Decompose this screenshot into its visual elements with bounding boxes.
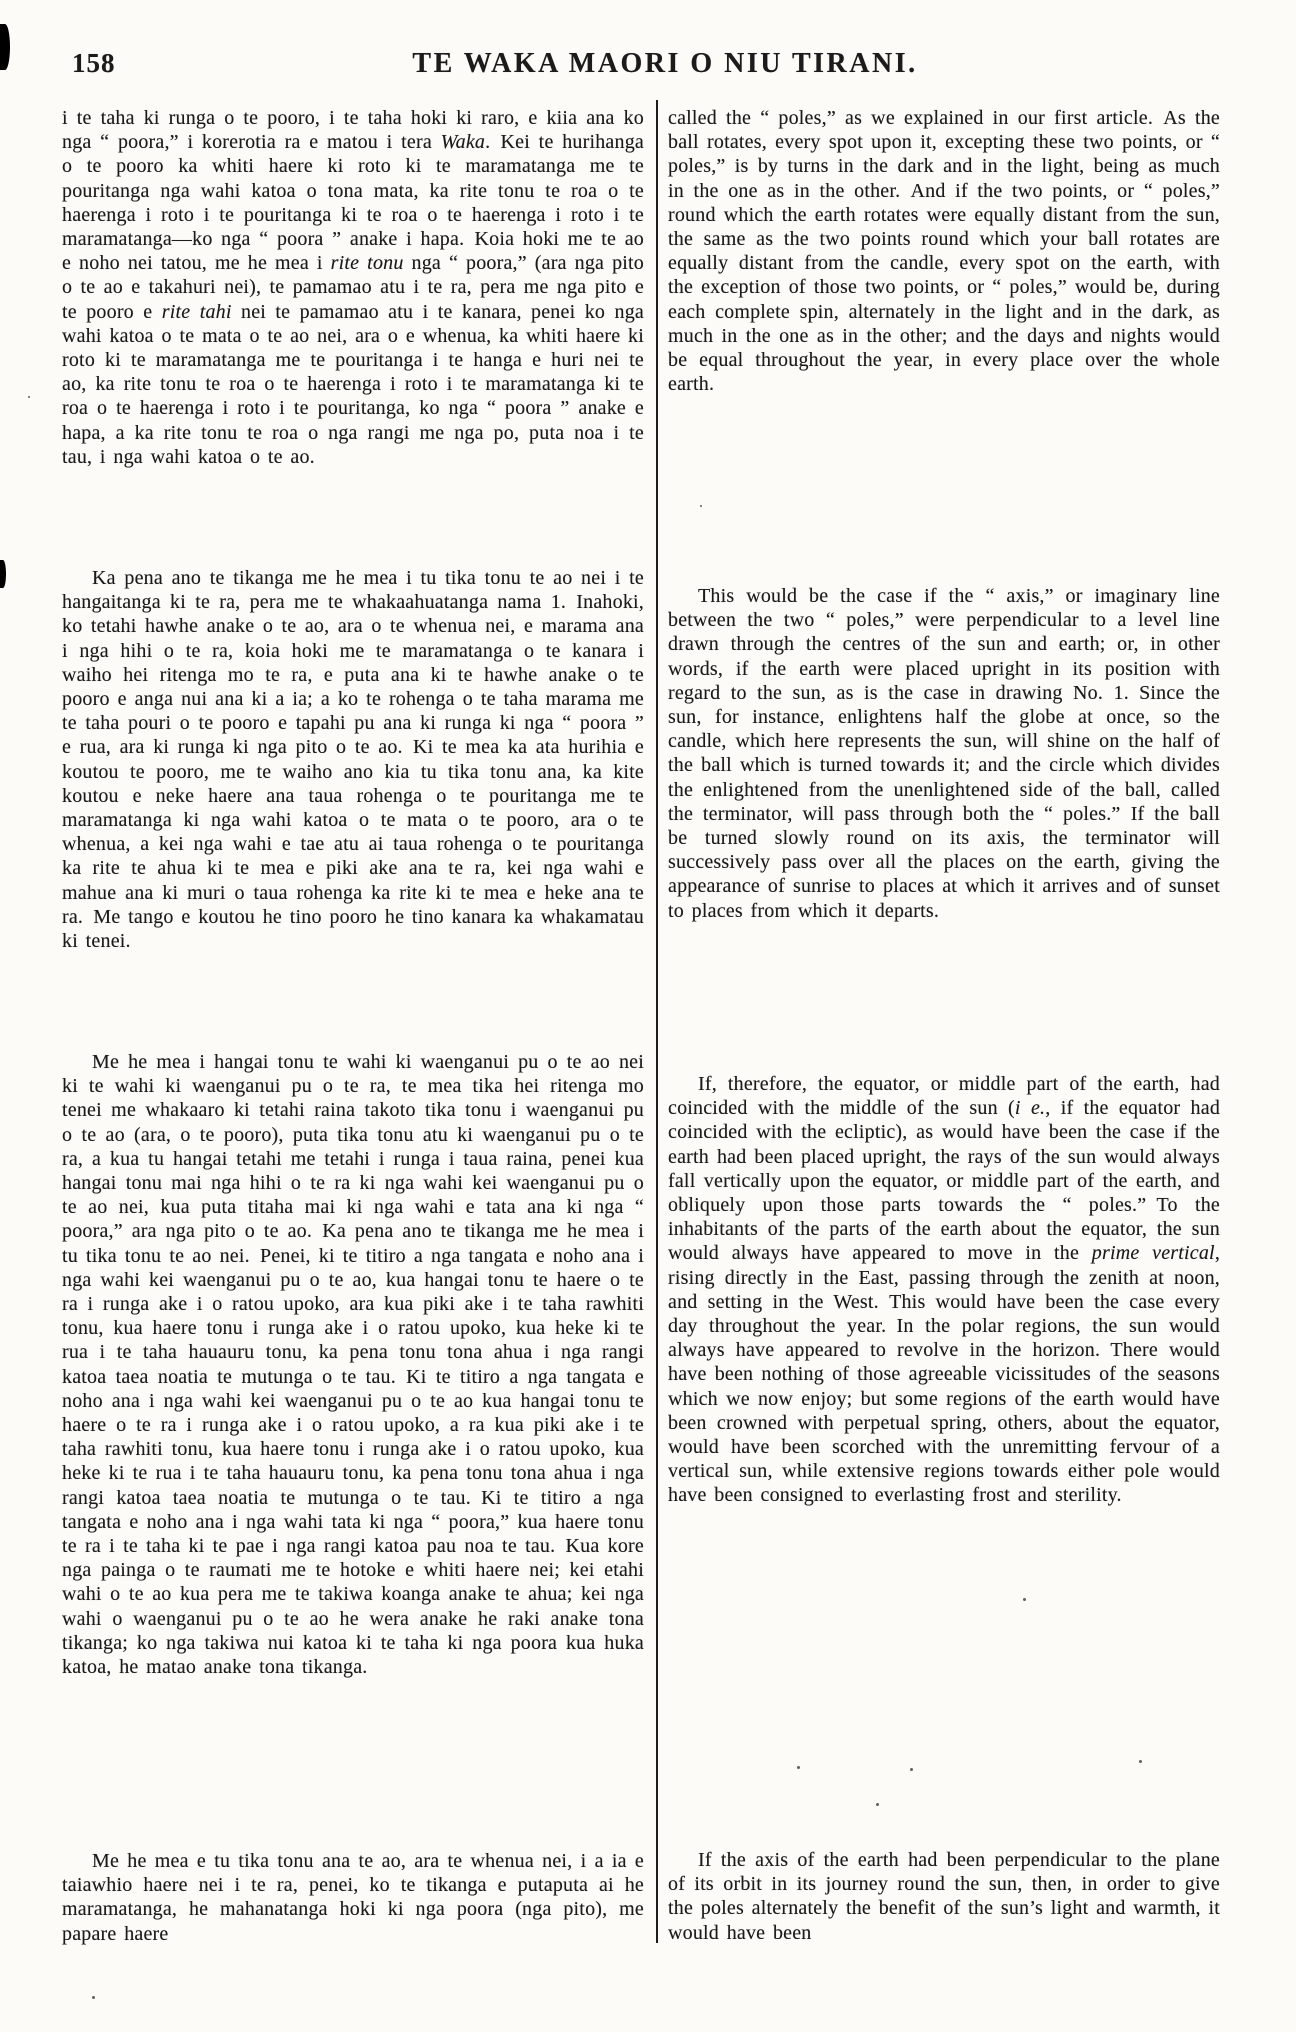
paragraph: Me he mea e tu tika tonu ana te ao, ara te whenua nei, i a ia e taiawhio haere nei i te ra, penei, ko te tikanga e putaputa ai he maramatanga, he mahanatanga hoki ki nga poora (nga pito), me papare haere — [62, 1850, 644, 1945]
scan-speck — [910, 1768, 913, 1771]
right-column-english — [668, 106, 1220, 1945]
scan-speck — [1023, 1598, 1026, 1601]
paragraph: If the axis of the earth had been perpendicular to the plane of its orbit in its journey round the sun, then, in order to give the poles alternately the benefit of the sun’s light and warmth, it would have been — [668, 1849, 1220, 1944]
left-column-maori — [62, 106, 644, 1946]
paragraph: This would be the case if the “ axis,” or imaginary line between the two “ poles,” were perpendicular to a level line drawn through the centres of the sun and earth; or, in other words, if the earth were placed upright in its position with regard to the sun, as is the case in drawing No. 1. Since the sun, for instance, enlightens half the globe at once, so the candle, which here represents the sun, will shine on the half of the ball which is turned towards it; and the circle which divides the enlightened from the unenlightened side of the ball, called the terminator, will pass through both the “ poles.” If the ball be turned slowly round on its axis, the terminator will successively pass over all the places on the earth, giving the appearance of sunrise to places at which it arrives and of sunset to places from which it departs. — [668, 585, 1220, 922]
paragraph: Ka pena ano te tikanga me he mea i tu tika tonu te ao nei i te hangaitanga ki te ra, pera me te whakaahuatanga nama 1. Inahoki, ko tetahi hawhe anake o te ao, ara o te whenua nei, e marama ana i nga hihi o te ra, koia hoki me te maramatanga o te kanara i waiho hei ritenga mo te ra, e puta ana ki te hawhe anake o te pooro e anga nui ana ki a ia; a ko te rohenga o te taha marama me te taha pouri o te pooro e tapahi pu ana ki runga ki nga “ poora ” e rua, ara ki runga ki nga pito o te ao. Ki te mea ka ata hurihia e koutou te pooro, me te waiho ano kia tu tika tonu ana, ka kite koutou e neke haere ana taua rohenga o te pouritanga me te maramatanga ki nga wahi katoa o te mata o te pooro, ara o te whenua, a kei nga wahi e tae atu ai taua rohenga o te pouritanga ka rite te ahua ki te mea e piki ake ana te ra, kei nga wahi e mahue ana ki muri o taua rohenga ka rite ki te mea e heke ana te ra. Me tango e koutou he tino pooro he tino kanara ka whakamatau ki tenei. — [62, 567, 644, 953]
column-divider-rule — [656, 100, 658, 1943]
scan-speck — [1139, 1760, 1142, 1763]
page-title: TE WAKA MAORI O NIU TIRANI. — [412, 48, 918, 79]
scan-edge-mark — [0, 560, 6, 588]
scan-speck — [876, 1803, 879, 1806]
scan-speck — [797, 1766, 800, 1769]
paragraph: Me he mea i hangai tonu te wahi ki waenganui pu o te ao nei ki te wahi ki waenganui pu o te ra, te mea tika hei ritenga mo tenei me whakaaro ki tetahi raina takoto tika tonu i waenganui pu o te ao (ara, o te pooro), puta tika tonu atu ki waenganui pu o te ra, a kua tu hangai tetahi me tetahi i runga i taua raina, penei kua hangai tonu mai nga hihi o te ra ki nga wahi kei waenganui pu o te ao nei, kua puta titaha mai ki nga wahi e tata ana ki nga “ poora,” ara nga pito o te ao. Ka pena ano te tikanga me he mea i tu tika tonu te ao nei. Penei, ki te titiro a nga tangata e noho ana i nga wahi kei waenganui pu o te ao, kua hangai tonu te haere o te ra i runga ake i o ratou upoko, ara kua piki ake i te taha rawhiti tonu, kua haere tonu i runga ake i o ratou upoko, kua heke ki te rua i te taha hauauru tonu, ka pena tonu tona ahua i nga rangi katoa taea noatia te mutunga o te tau. Ki te titiro a nga tangata e noho ana i nga wahi kei waenganui pu o te ao kua hangai tonu te haere o te ra i runga ake i o ratou upoko, a ra kua piki ake i te taha rawhiti tonu, kua haere tonu i runga ake i o ratou upoko, kua heke ki te rua i te taha hauauru tonu, ka pena tonu tona ahua i nga rangi katoa taea noatia te mutunga o te tau. Ki te titiro a nga tangata e noho ana i nga wahi tata ki nga “ poora,” kua haere tonu te ra i te taha ki te pae i nga rangi katoa pau noa te tau. Kua kore nga painga o te raumati me te hotoke e whiti haere nei; kei etahi wahi o te ao kua pera me te takiwa koanga anake te ahua; kei nga wahi o waenganui pu o te ao he wera anake he raki anake tona tikanga; ko nga takiwa nui katoa ki te taha ki nga poora kua huka katoa, he matao anake tona tikanga. — [62, 1051, 644, 1679]
scan-edge-mark — [0, 24, 10, 70]
scan-speck — [92, 1996, 95, 1999]
paragraph: If, therefore, the equator, or middle part of the earth, had coincided with the middle of the sun (i e., if the equator had coincided with the ecliptic), as would have been the case if the earth had been placed upright, the rays of the sun would always fall vertically upon the equator, or middle part of the earth, and obliquely upon those parts towards the “ poles.” To the inhabitants of the parts of the earth about the equator, the sun would always have appeared to move in the prime vertical, rising directly in the East, passing through the zenith at noon, and setting in the West. This would have been the case every day throughout the year. In the polar regions, the sun would always have appeared to revolve in the horizon. There would have been nothing of those agreeable vicissitudes of the seasons which we now enjoy; but some regions of the earth would have been crowned with perpetual spring, others, about the equator, would have been scorched with the unremitting fervour of a vertical sun, while extensive regions towards either pole would have been consigned to everlasting frost and sterility. — [668, 1073, 1220, 1507]
paragraph: called the “ poles,” as we explained in our first article. As the ball rotates, every spot upon it, excepting these two points, or “ poles,” is by turns in the dark and in the light, being as much in the one as in the other. And if the two points, or “ poles,” round which the earth rotates were equally distant from the sun, the same as the two points round which your ball rotates are equally distant from the candle, every spot on the earth, with the exception of those two points, or “ poles,” would be, during each complete spin, alternately in the light and in the dark, as much in the one as in the other; and the days and nights would be equal throughout the year, in every place over the whole earth. — [668, 107, 1220, 396]
paragraph: i te taha ki runga o te pooro, i te taha hoki ki raro, e kiia ana ko nga “ poora,” i korerotia ra e matou i tera Waka. Kei te hurihanga o te pooro ka whiti haere ki roto ki te maramatanga me te pouritanga nga wahi katoa o tona mata, ka rite tonu te roa o te haerenga i roto i te pouritanga ki te roa o te haerenga i roto i te maramatanga—ko nga “ poora ” anake i hapa. Koia hoki me te ao e noho nei tatou, me he mea i rite tonu nga “ poora,” (ara nga pito o te ao e takahuri nei), te pamamao atu i te ra, pera me nga pito e te pooro e rite tahi nei te pamamao atu i te kanara, penei ko nga wahi katoa o te mata o te ao nei, ara o e whenua, ka whiti haere ki roto ki te maramatanga me te pouritanga i te hanga e huri nei te ao, ka rite tonu te roa o te haerenga i roto i te maramatanga ki te roa o te haerenga i roto i te pouritanga, ko nga “ poora ” anake e hapa, a ka rite tonu te roa o nga rangi me nga po, puta noa i te tau, i nga wahi katoa o te ao. — [62, 107, 644, 468]
scan-speck — [28, 396, 30, 398]
scan-speck — [700, 505, 702, 507]
page-number: 158 — [72, 48, 116, 78]
